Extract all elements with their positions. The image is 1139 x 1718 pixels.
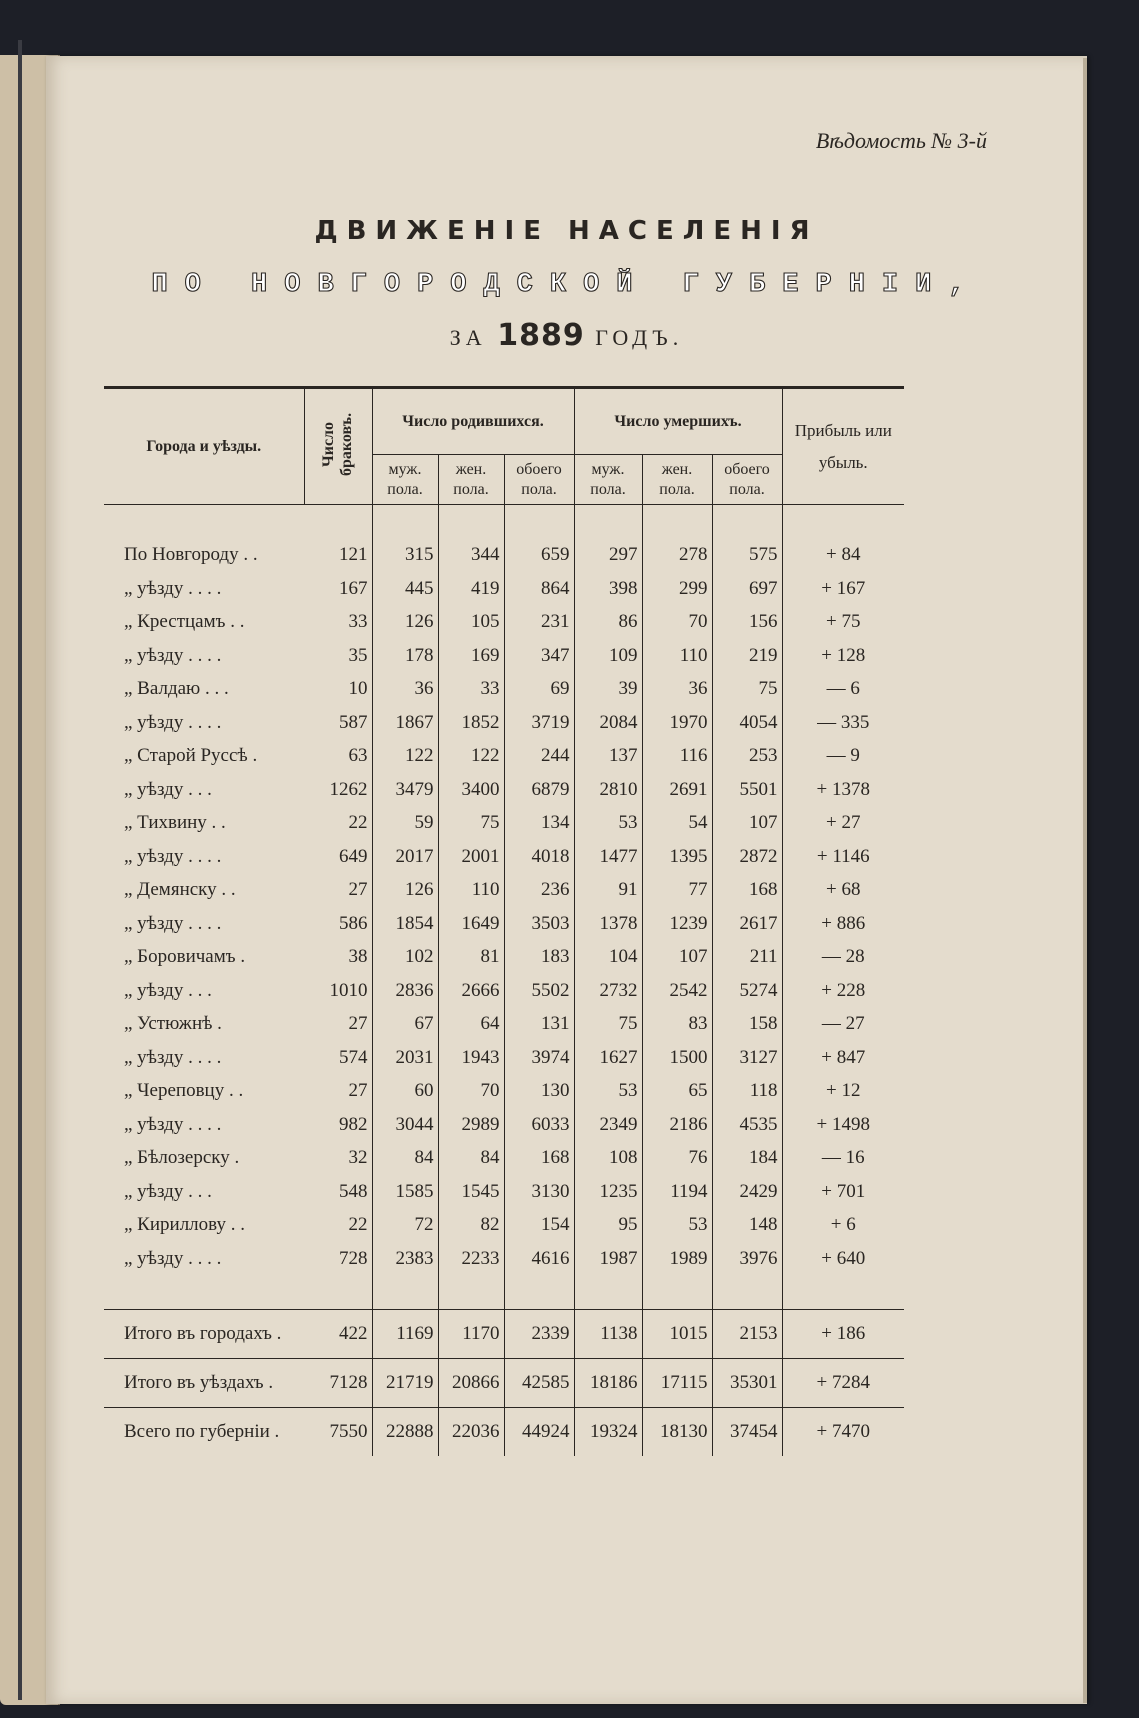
- cell-d-f: 1015: [642, 1310, 712, 1359]
- cell-balance: + 7470: [782, 1408, 904, 1457]
- cell-b-m: 126: [372, 606, 438, 640]
- title-year: 1889: [497, 318, 585, 353]
- cell-d-t: 253: [712, 740, 782, 774]
- cell-d-t: 2872: [712, 840, 782, 874]
- cell-marriages: 33: [304, 606, 372, 640]
- cell-d-t: 697: [712, 572, 782, 606]
- cell-d-m: 108: [574, 1142, 642, 1176]
- table-row: [104, 706, 904, 740]
- cell-balance: — 335: [817, 711, 870, 733]
- page: [46, 56, 1087, 1704]
- cell-d-f: 299: [642, 572, 712, 606]
- table-row: [104, 1008, 904, 1042]
- cell-marriages: 587: [304, 706, 372, 740]
- cell-b-t: 347: [504, 639, 574, 673]
- cell-marriages: 63: [304, 740, 372, 774]
- cell-d-f: 2542: [642, 974, 712, 1008]
- cell-balance: + 27: [826, 812, 861, 834]
- cell-b-t: 131: [504, 1008, 574, 1042]
- cell-balance: + 167: [821, 577, 866, 599]
- cell-balance: — 9: [826, 745, 860, 767]
- cell-d-f: 1194: [642, 1175, 712, 1209]
- row-place-name: „ уѣзду . . . .: [124, 1113, 222, 1135]
- row-place-name: Итого въ городахъ .: [104, 1310, 304, 1359]
- cell-d-t: 107: [712, 807, 782, 841]
- cell-b-m: 67: [372, 1008, 438, 1042]
- cell-balance: + 1498: [816, 1113, 870, 1135]
- cell-marriages: 548: [304, 1175, 372, 1209]
- cell-balance: + 12: [826, 1080, 861, 1102]
- cell-d-m: 1138: [574, 1310, 642, 1359]
- table-row: [104, 874, 904, 908]
- cell-d-t: 5274: [712, 974, 782, 1008]
- row-place-name: „ уѣзду . . . .: [124, 912, 222, 934]
- cell-b-t: 3974: [504, 1041, 574, 1075]
- cell-b-t: 4616: [504, 1242, 574, 1276]
- cell-d-f: 110: [642, 639, 712, 673]
- population-table: [104, 386, 904, 1456]
- row-place-name: „ уѣзду . . . .: [124, 845, 222, 867]
- cell-d-f: 2186: [642, 1108, 712, 1142]
- cell-d-m: 53: [574, 807, 642, 841]
- cell-b-f: 344: [438, 539, 504, 573]
- row-place-name: Всего по губерніи .: [104, 1408, 304, 1457]
- cell-b-m: 1169: [372, 1310, 438, 1359]
- cell-b-f: 64: [438, 1008, 504, 1042]
- document-number: Вѣдомость № 3-й: [815, 128, 987, 153]
- table-row: [104, 639, 904, 673]
- cell-b-t: 183: [504, 941, 574, 975]
- cell-b-t: 236: [504, 874, 574, 908]
- table-row: [104, 840, 904, 874]
- cell-b-f: 2989: [438, 1108, 504, 1142]
- cell-d-t: 156: [712, 606, 782, 640]
- cell-d-m: 95: [574, 1209, 642, 1243]
- table-row: [104, 1108, 904, 1142]
- cell-b-t: 3719: [504, 706, 574, 740]
- cell-b-f: 2666: [438, 974, 504, 1008]
- cell-d-m: 91: [574, 874, 642, 908]
- cell-balance: + 847: [821, 1046, 866, 1068]
- cell-b-m: 72: [372, 1209, 438, 1243]
- cell-d-f: 1239: [642, 907, 712, 941]
- cell-marriages: 27: [304, 874, 372, 908]
- cell-b-f: 22036: [438, 1408, 504, 1457]
- cell-b-m: 126: [372, 874, 438, 908]
- cell-b-f: 1943: [438, 1041, 504, 1075]
- cell-d-m: 2732: [574, 974, 642, 1008]
- cell-b-m: 59: [372, 807, 438, 841]
- row-place-name: „ уѣзду . . . .: [124, 1247, 222, 1269]
- table-row: [104, 1408, 904, 1457]
- cell-b-t: 6879: [504, 773, 574, 807]
- header-place: Города и уѣзды.: [104, 388, 304, 505]
- cell-d-t: 168: [712, 874, 782, 908]
- cell-balance: + 84: [826, 544, 861, 566]
- cell-d-f: 116: [642, 740, 712, 774]
- cell-d-t: 211: [712, 941, 782, 975]
- cell-b-f: 33: [438, 673, 504, 707]
- cell-d-t: 219: [712, 639, 782, 673]
- cell-d-f: 17115: [642, 1359, 712, 1408]
- cell-d-m: 137: [574, 740, 642, 774]
- header-balance: Прибыль или убыль.: [782, 388, 904, 505]
- header-births-female: жен. пола.: [438, 455, 504, 505]
- cell-marriages: 32: [304, 1142, 372, 1176]
- header-marriages-label: Число браковъ.: [320, 412, 355, 476]
- table-row: [104, 1242, 904, 1276]
- cell-d-f: 1989: [642, 1242, 712, 1276]
- totals-body: [104, 1310, 904, 1457]
- cell-b-f: 75: [438, 807, 504, 841]
- cell-b-f: 169: [438, 639, 504, 673]
- cell-d-f: 36: [642, 673, 712, 707]
- cell-d-t: 118: [712, 1075, 782, 1109]
- table-row: [104, 807, 904, 841]
- cell-d-m: 297: [574, 539, 642, 573]
- table-row: [104, 572, 904, 606]
- cell-b-f: 2233: [438, 1242, 504, 1276]
- cell-balance: — 27: [821, 1013, 865, 1035]
- cell-b-m: 36: [372, 673, 438, 707]
- header-deaths-female: жен. пола.: [642, 455, 712, 505]
- cell-marriages: 27: [304, 1075, 372, 1109]
- table-row: [104, 907, 904, 941]
- header-deaths-male: муж. пола.: [574, 455, 642, 505]
- table-body: [104, 505, 904, 1310]
- cell-d-f: 77: [642, 874, 712, 908]
- cell-balance: + 886: [821, 912, 866, 934]
- cell-b-f: 70: [438, 1075, 504, 1109]
- cell-b-f: 1852: [438, 706, 504, 740]
- cell-b-m: 315: [372, 539, 438, 573]
- cell-marriages: 1010: [304, 974, 372, 1008]
- cell-d-f: 1500: [642, 1041, 712, 1075]
- cell-b-f: 3400: [438, 773, 504, 807]
- cell-d-f: 53: [642, 1209, 712, 1243]
- cell-b-t: 134: [504, 807, 574, 841]
- row-place-name: По Новгороду . .: [124, 544, 258, 566]
- cell-d-m: 19324: [574, 1408, 642, 1457]
- cell-d-m: 75: [574, 1008, 642, 1042]
- cell-d-m: 2810: [574, 773, 642, 807]
- cell-b-f: 84: [438, 1142, 504, 1176]
- cell-d-f: 1970: [642, 706, 712, 740]
- cell-b-m: 1867: [372, 706, 438, 740]
- row-place-name: „ уѣзду . . . .: [124, 1046, 222, 1068]
- table-row: [104, 773, 904, 807]
- cell-b-t: 231: [504, 606, 574, 640]
- cell-d-t: 2153: [712, 1310, 782, 1359]
- cell-balance: + 7284: [782, 1359, 904, 1408]
- cell-b-t: 44924: [504, 1408, 574, 1457]
- cell-d-m: 1987: [574, 1242, 642, 1276]
- cell-marriages: 10: [304, 673, 372, 707]
- cell-d-t: 5501: [712, 773, 782, 807]
- cell-d-m: 104: [574, 941, 642, 975]
- cell-b-m: 2031: [372, 1041, 438, 1075]
- table-row: [104, 539, 904, 573]
- cell-d-t: 2429: [712, 1175, 782, 1209]
- header-spacer-row: [104, 505, 904, 539]
- header-births-both: обоего пола.: [504, 455, 574, 505]
- cell-balance: + 640: [821, 1247, 866, 1269]
- table-row: [104, 1359, 904, 1408]
- cell-balance: + 701: [821, 1180, 866, 1202]
- cell-d-t: 4054: [712, 706, 782, 740]
- cell-b-f: 110: [438, 874, 504, 908]
- title-subtitle: ПО НОВГОРОДСКОЙ ГУБЕРНІИ,: [151, 270, 982, 300]
- cell-b-f: 1170: [438, 1310, 504, 1359]
- cell-b-m: 3479: [372, 773, 438, 807]
- spacer-row: [104, 1276, 904, 1310]
- cell-b-f: 1545: [438, 1175, 504, 1209]
- cell-marriages: 7128: [304, 1359, 372, 1408]
- cell-d-t: 35301: [712, 1359, 782, 1408]
- cell-b-t: 2339: [504, 1310, 574, 1359]
- cell-b-f: 122: [438, 740, 504, 774]
- cell-b-m: 445: [372, 572, 438, 606]
- title-main: ДВИЖЕНІЕ НАСЕЛЕНІЯ: [314, 216, 819, 246]
- header-births: Число родившихся.: [372, 388, 574, 455]
- row-place-name: „ Череповцу . .: [124, 1080, 244, 1102]
- row-place-name: „ Валдаю . . .: [124, 678, 229, 700]
- title-year-prefix: ЗА: [449, 325, 487, 350]
- cell-d-m: 18186: [574, 1359, 642, 1408]
- cell-b-m: 22888: [372, 1408, 438, 1457]
- cell-marriages: 121: [304, 539, 372, 573]
- table-row: [104, 974, 904, 1008]
- row-place-name: „ уѣзду . . .: [124, 1180, 212, 1202]
- cell-b-m: 21719: [372, 1359, 438, 1408]
- cell-marriages: 649: [304, 840, 372, 874]
- header-births-male: муж. пола.: [372, 455, 438, 505]
- cell-balance: + 75: [826, 611, 861, 633]
- cell-d-m: 109: [574, 639, 642, 673]
- table-row: [104, 1310, 904, 1359]
- table-row: [104, 941, 904, 975]
- row-place-name: „ уѣзду . . . .: [124, 711, 222, 733]
- table-row: [104, 1209, 904, 1243]
- cell-marriages: 27: [304, 1008, 372, 1042]
- row-place-name: „ уѣзду . . .: [124, 778, 212, 800]
- book-spine: [18, 40, 22, 1700]
- cell-marriages: 22: [304, 807, 372, 841]
- cell-marriages: 7550: [304, 1408, 372, 1457]
- cell-d-m: 398: [574, 572, 642, 606]
- row-place-name: „ Крестцамъ . .: [124, 611, 245, 633]
- title-year-suffix: ГОДЪ.: [595, 325, 684, 350]
- cell-b-m: 60: [372, 1075, 438, 1109]
- cell-marriages: 22: [304, 1209, 372, 1243]
- cell-b-f: 1649: [438, 907, 504, 941]
- cell-b-f: 2001: [438, 840, 504, 874]
- cell-d-t: 148: [712, 1209, 782, 1243]
- row-place-name: Итого въ уѣздахъ .: [104, 1359, 304, 1408]
- cell-balance: + 128: [821, 644, 866, 666]
- row-place-name: „ Демянску . .: [124, 879, 236, 901]
- cell-balance: + 228: [821, 979, 866, 1001]
- cell-marriages: 422: [304, 1310, 372, 1359]
- table-row: [104, 740, 904, 774]
- cell-d-f: 2691: [642, 773, 712, 807]
- cell-d-f: 1395: [642, 840, 712, 874]
- table-row: [104, 673, 904, 707]
- cell-d-f: 18130: [642, 1408, 712, 1457]
- table-row: [104, 606, 904, 640]
- cell-d-t: 37454: [712, 1408, 782, 1457]
- header-deaths: Число умершихъ.: [574, 388, 782, 455]
- cell-balance: — 16: [821, 1147, 865, 1169]
- cell-b-t: 154: [504, 1209, 574, 1243]
- cell-b-m: 2836: [372, 974, 438, 1008]
- cell-d-f: 65: [642, 1075, 712, 1109]
- row-place-name: „ Кириллову . .: [124, 1214, 245, 1236]
- cell-b-t: 5502: [504, 974, 574, 1008]
- cell-b-m: 2383: [372, 1242, 438, 1276]
- cell-d-m: 1477: [574, 840, 642, 874]
- cell-marriages: 1262: [304, 773, 372, 807]
- cell-b-m: 2017: [372, 840, 438, 874]
- cell-b-t: 6033: [504, 1108, 574, 1142]
- cell-b-f: 81: [438, 941, 504, 975]
- cell-d-m: 39: [574, 673, 642, 707]
- cell-d-t: 75: [712, 673, 782, 707]
- table-row: [104, 1075, 904, 1109]
- cell-d-m: 1627: [574, 1041, 642, 1075]
- table-row: [104, 1142, 904, 1176]
- cell-b-m: 102: [372, 941, 438, 975]
- row-place-name: „ Тихвину . .: [124, 812, 226, 834]
- cell-d-t: 575: [712, 539, 782, 573]
- row-place-name: „ Старой Руссѣ .: [124, 745, 258, 767]
- cell-b-t: 3503: [504, 907, 574, 941]
- cell-balance: + 68: [826, 879, 861, 901]
- row-place-name: „ Боровичамъ .: [124, 946, 246, 968]
- cell-balance: + 6: [830, 1214, 856, 1236]
- cell-d-t: 158: [712, 1008, 782, 1042]
- cell-b-t: 864: [504, 572, 574, 606]
- cell-b-t: 659: [504, 539, 574, 573]
- cell-b-f: 20866: [438, 1359, 504, 1408]
- cell-marriages: 982: [304, 1108, 372, 1142]
- cell-balance: + 1146: [816, 845, 870, 867]
- cell-marriages: 38: [304, 941, 372, 975]
- cell-d-m: 53: [574, 1075, 642, 1109]
- cell-d-f: 76: [642, 1142, 712, 1176]
- row-place-name: „ уѣзду . . .: [124, 979, 212, 1001]
- cell-marriages: 728: [304, 1242, 372, 1276]
- cell-balance: — 28: [821, 946, 865, 968]
- cell-b-m: 1585: [372, 1175, 438, 1209]
- header-marriages: [304, 388, 372, 505]
- cell-b-m: 3044: [372, 1108, 438, 1142]
- cell-b-t: 130: [504, 1075, 574, 1109]
- cell-d-m: 2349: [574, 1108, 642, 1142]
- cell-b-t: 168: [504, 1142, 574, 1176]
- row-place-name: „ Устюжнѣ .: [124, 1013, 222, 1035]
- cell-d-t: 3127: [712, 1041, 782, 1075]
- cell-d-f: 70: [642, 606, 712, 640]
- cell-b-t: 42585: [504, 1359, 574, 1408]
- cell-b-t: 4018: [504, 840, 574, 874]
- title-year-line: [46, 318, 1087, 353]
- cell-b-m: 178: [372, 639, 438, 673]
- cell-balance: — 6: [826, 678, 860, 700]
- cell-marriages: 35: [304, 639, 372, 673]
- table-row: [104, 1175, 904, 1209]
- cell-d-f: 54: [642, 807, 712, 841]
- cell-b-m: 1854: [372, 907, 438, 941]
- cell-d-f: 278: [642, 539, 712, 573]
- cell-b-t: 3130: [504, 1175, 574, 1209]
- cell-b-t: 244: [504, 740, 574, 774]
- cell-marriages: 167: [304, 572, 372, 606]
- cell-d-f: 83: [642, 1008, 712, 1042]
- cell-b-m: 84: [372, 1142, 438, 1176]
- cell-d-m: 1378: [574, 907, 642, 941]
- cell-d-m: 86: [574, 606, 642, 640]
- cell-d-f: 107: [642, 941, 712, 975]
- cell-marriages: 586: [304, 907, 372, 941]
- header-deaths-both: обоего пола.: [712, 455, 782, 505]
- row-place-name: „ Бѣлозерску .: [124, 1147, 240, 1169]
- cell-b-f: 105: [438, 606, 504, 640]
- cell-b-t: 69: [504, 673, 574, 707]
- cell-d-t: 184: [712, 1142, 782, 1176]
- cell-d-t: 4535: [712, 1108, 782, 1142]
- statistics-table-wrapper: [104, 386, 964, 1456]
- cell-d-m: 1235: [574, 1175, 642, 1209]
- cell-marriages: 574: [304, 1041, 372, 1075]
- cell-b-f: 82: [438, 1209, 504, 1243]
- cell-b-f: 419: [438, 572, 504, 606]
- cell-balance: + 1378: [816, 778, 870, 800]
- row-place-name: „ уѣзду . . . .: [124, 644, 222, 666]
- row-place-name: „ уѣзду . . . .: [124, 577, 222, 599]
- cell-b-m: 122: [372, 740, 438, 774]
- table-row: [104, 1041, 904, 1075]
- cell-balance: + 186: [782, 1310, 904, 1359]
- page-right-edge: [1083, 58, 1087, 1703]
- cell-d-m: 2084: [574, 706, 642, 740]
- cell-d-t: 3976: [712, 1242, 782, 1276]
- cell-d-t: 2617: [712, 907, 782, 941]
